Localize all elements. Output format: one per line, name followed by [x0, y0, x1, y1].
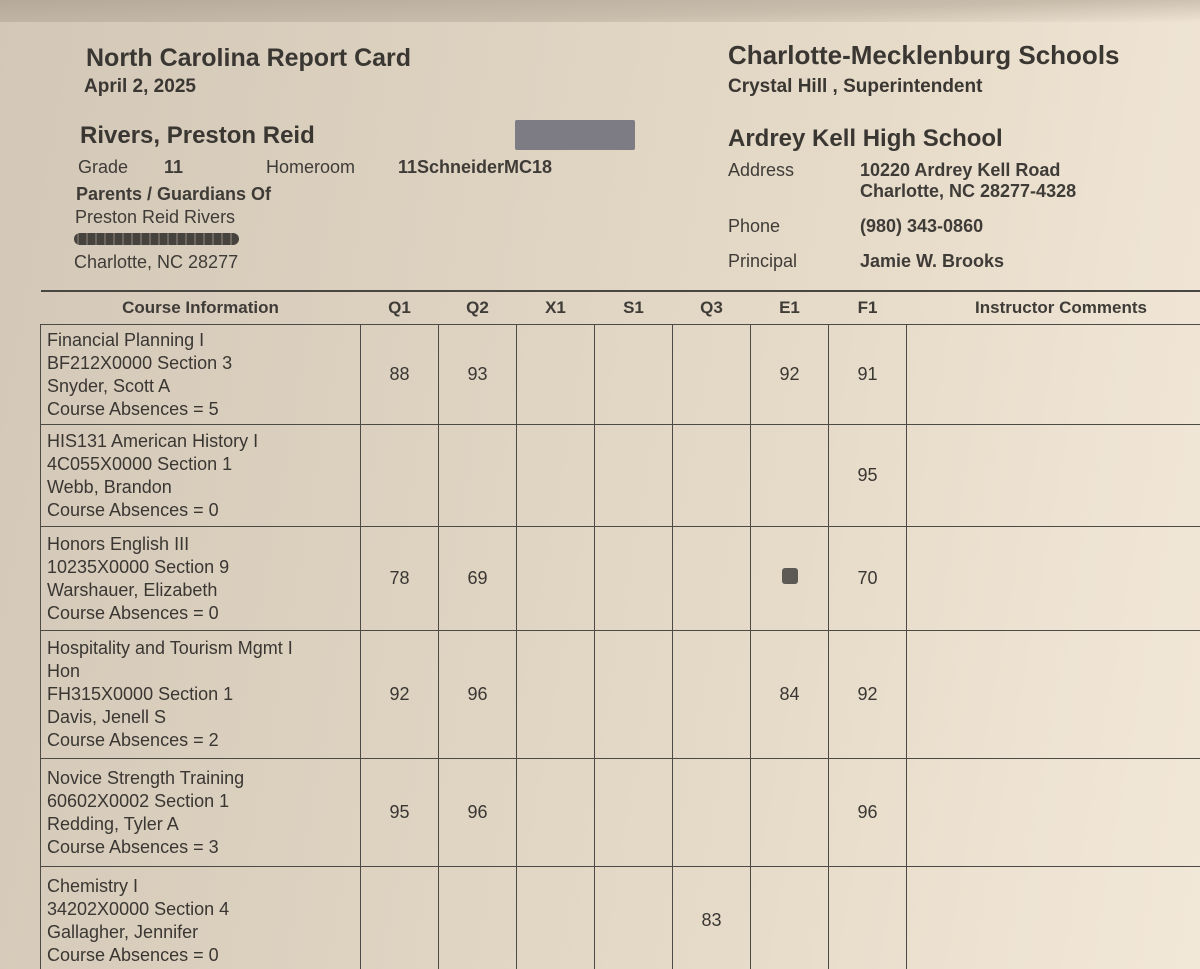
course-section: 34202X0000 Section 4 — [47, 898, 230, 919]
grade-q2: 96 — [439, 631, 517, 759]
grade-q3 — [673, 759, 751, 867]
course-instructor: Warshauer, Elizabeth — [47, 579, 218, 600]
course-instructor: Snyder, Scott A — [47, 375, 171, 396]
table-row — [41, 759, 1200, 867]
student-city-line: Charlotte, NC 28277 — [74, 252, 239, 272]
grade-e1: 92 — [751, 325, 829, 425]
parents-label: Parents / Guardians Of — [76, 184, 272, 204]
redacted-block — [515, 120, 635, 150]
grade-q1: 92 — [361, 631, 439, 759]
grade-s1 — [595, 325, 673, 425]
header-instructor-comments: Instructor Comments — [907, 291, 1200, 325]
grade-e1: 84 — [751, 631, 829, 759]
school-name: Ardrey Kell High School — [728, 125, 1003, 152]
course-absences: Course Absences = 2 — [47, 730, 219, 750]
instructor-comments-cell — [907, 759, 1200, 867]
course-name: HIS131 American History I — [47, 430, 259, 451]
course-name: Financial Planning I — [47, 329, 205, 350]
instructor-comments-cell — [907, 867, 1200, 969]
grade-f1: 95 — [829, 425, 907, 527]
address-label: Address — [728, 160, 795, 180]
paper-top-edge — [0, 0, 1200, 22]
grade-q2 — [439, 425, 517, 527]
header-e1: E1 — [751, 291, 829, 325]
redacted-street-address — [74, 233, 239, 245]
course-name: Novice Strength Training — [47, 767, 245, 788]
instructor-comments-cell — [907, 425, 1200, 527]
course-absences: Course Absences = 0 — [47, 944, 219, 965]
course-name: Chemistry I — [47, 875, 139, 896]
grade-q1: 88 — [361, 325, 439, 425]
grade-q1: 95 — [361, 759, 439, 867]
grade-f1: 92 — [829, 631, 907, 759]
course-absences: Course Absences = 5 — [47, 398, 219, 419]
table-row — [41, 325, 1200, 425]
course-section: 10235X0000 Section 9 — [47, 556, 230, 577]
course-name-suffix: Hon — [47, 661, 81, 681]
grade-value: 11 — [164, 157, 184, 177]
homeroom-label: Homeroom — [266, 157, 356, 177]
course-absences: Course Absences = 0 — [47, 602, 219, 623]
grade-f1: 91 — [829, 325, 907, 425]
table-row — [41, 867, 1200, 969]
principal-name: Jamie W. Brooks — [860, 251, 1005, 271]
grade-q2 — [439, 867, 517, 969]
grade-label: Grade — [78, 157, 129, 177]
table-row — [41, 425, 1200, 527]
parent-name: Preston Reid Rivers — [75, 207, 236, 227]
header-q2: Q2 — [439, 291, 517, 325]
grade-s1 — [595, 631, 673, 759]
grade-q3: 83 — [673, 867, 751, 969]
course-instructor: Gallagher, Jennifer — [47, 921, 199, 942]
course-name: Hospitality and Tourism Mgmt I — [47, 638, 293, 658]
course-section: FH315X0000 Section 1 — [47, 684, 234, 704]
course-info-cell — [41, 867, 361, 969]
superintendent: Crystal Hill , Superintendent — [728, 76, 983, 97]
course-info-cell — [41, 325, 361, 425]
district-name: Charlotte-Mecklenburg Schools — [728, 40, 1120, 70]
course-instructor: Redding, Tyler A — [47, 813, 179, 834]
grade-q2: 96 — [439, 759, 517, 867]
grade-x1 — [517, 325, 595, 425]
grade-x1 — [517, 425, 595, 527]
course-instructor: Webb, Brandon — [47, 476, 172, 497]
grade-q3 — [673, 631, 751, 759]
phone-label: Phone — [728, 216, 781, 236]
course-info-cell — [41, 425, 361, 527]
course-section: 60602X0002 Section 1 — [47, 790, 230, 811]
homeroom-value: 11SchneiderMC18 — [398, 157, 553, 177]
course-info-cell — [41, 759, 361, 867]
report-date: April 2, 2025 — [84, 76, 196, 97]
course-info-cell — [41, 631, 361, 759]
student-name: Rivers, Preston Reid — [80, 122, 315, 149]
grade-s1 — [595, 867, 673, 969]
table-row — [41, 631, 1200, 759]
grade-q3 — [673, 527, 751, 631]
header-x1: X1 — [517, 291, 595, 325]
grade-s1 — [595, 527, 673, 631]
report-title: North Carolina Report Card — [86, 44, 412, 72]
course-section: 4C055X0000 Section 1 — [47, 453, 233, 474]
grade-e1 — [751, 759, 829, 867]
header-f1: F1 — [829, 291, 907, 325]
grade-q3 — [673, 425, 751, 527]
header-q1: Q1 — [361, 291, 439, 325]
instructor-comments-cell — [907, 325, 1200, 425]
school-address-line2: Charlotte, NC 28277-4328 — [860, 181, 1077, 201]
grade-x1 — [517, 631, 595, 759]
instructor-comments-cell — [907, 631, 1200, 759]
redaction-mark — [782, 568, 798, 584]
grade-x1 — [517, 759, 595, 867]
grade-s1 — [595, 425, 673, 527]
grade-e1-redacted — [751, 527, 829, 631]
grades-table — [40, 290, 1200, 969]
table-row — [41, 527, 1200, 631]
table-header-row — [41, 291, 1200, 325]
course-section: BF212X0000 Section 3 — [47, 352, 233, 373]
grade-f1: 96 — [829, 759, 907, 867]
grade-q2: 93 — [439, 325, 517, 425]
grade-q1 — [361, 867, 439, 969]
school-address-line1: 10220 Ardrey Kell Road — [860, 160, 1061, 180]
grade-q3 — [673, 325, 751, 425]
course-absences: Course Absences = 3 — [47, 836, 219, 857]
course-info-cell — [41, 527, 361, 631]
grade-e1 — [751, 425, 829, 527]
course-instructor: Davis, Jenell S — [47, 707, 167, 727]
header-s1: S1 — [595, 291, 673, 325]
principal-label: Principal — [728, 251, 798, 271]
header-q3: Q3 — [673, 291, 751, 325]
grade-e1 — [751, 867, 829, 969]
grade-q2: 69 — [439, 527, 517, 631]
header-course-information: Course Information — [41, 291, 361, 325]
school-phone: (980) 343-0860 — [860, 216, 984, 236]
grade-s1 — [595, 759, 673, 867]
grade-f1 — [829, 867, 907, 969]
course-absences: Course Absences = 0 — [47, 499, 219, 520]
grade-x1 — [517, 527, 595, 631]
course-name: Honors English III — [47, 533, 190, 554]
grade-x1 — [517, 867, 595, 969]
instructor-comments-cell — [907, 527, 1200, 631]
grade-f1: 70 — [829, 527, 907, 631]
grade-q1: 78 — [361, 527, 439, 631]
grade-q1 — [361, 425, 439, 527]
